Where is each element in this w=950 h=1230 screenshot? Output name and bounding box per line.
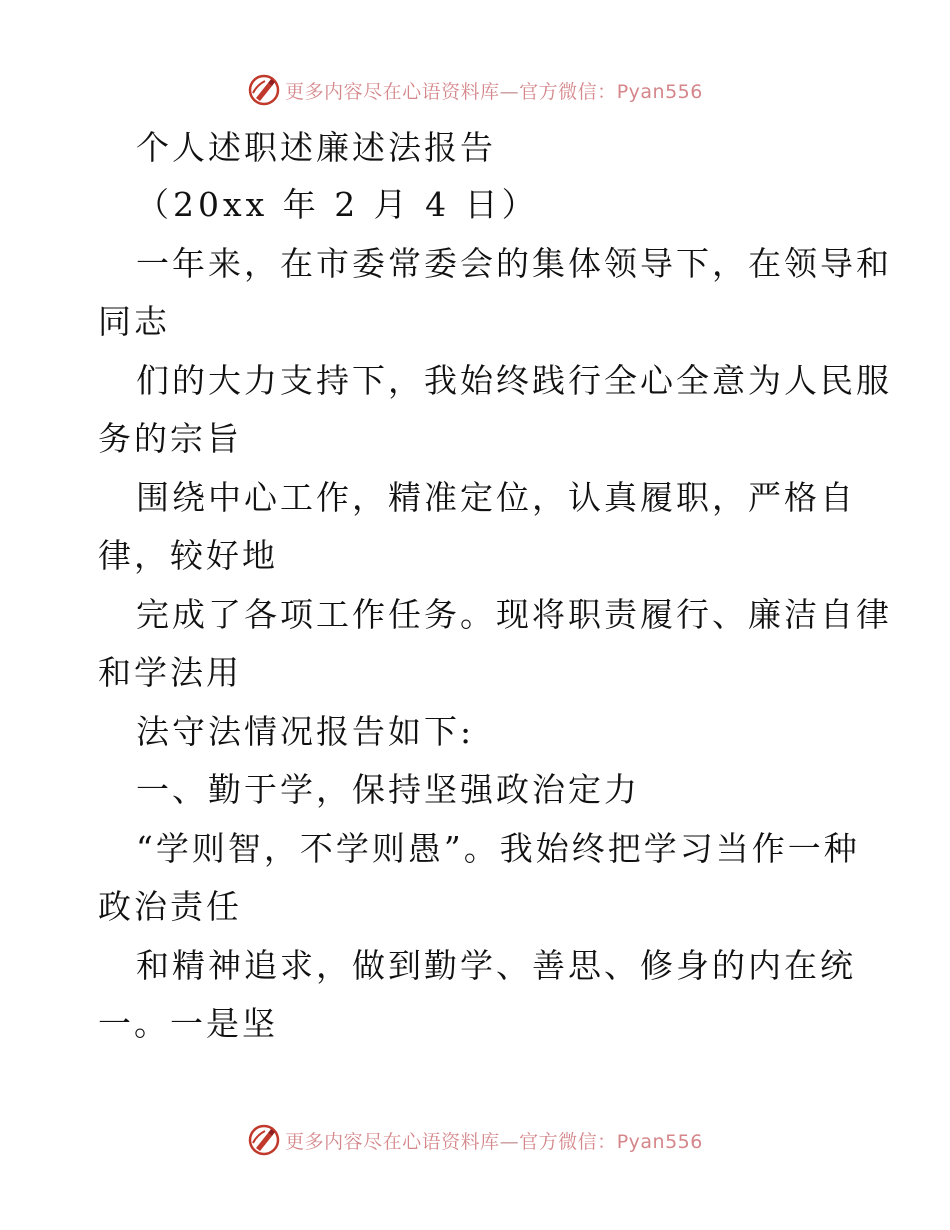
watermark-wechat-id: Pyan556 <box>616 1130 703 1153</box>
pen-logo-icon <box>247 73 281 107</box>
watermark-text <box>285 77 703 104</box>
watermark-prefix: 更多内容尽在心语资料库 <box>285 80 500 103</box>
section-heading: 一、勤于学，保持坚强政治定力 <box>136 770 640 809</box>
watermark-dash: — <box>499 1130 520 1153</box>
header-watermark <box>0 70 950 110</box>
paragraph-line: 律，较好地 <box>98 536 278 575</box>
watermark-prefix: 更多内容尽在心语资料库 <box>285 1130 500 1153</box>
paragraph-line: 同志 <box>98 302 170 341</box>
watermark-text <box>285 1127 703 1154</box>
paragraph-line: 一年来，在市委常委会的集体领导下，在领导和 <box>136 244 892 283</box>
watermark-suffix: 官方微信： <box>519 1130 617 1153</box>
paragraph-line: “学则智，不学则愚”。我始终把学习当作一种 <box>136 829 860 868</box>
pen-logo-icon <box>247 1123 281 1157</box>
watermark-suffix: 官方微信： <box>519 80 617 103</box>
paragraph-line: 务的宗旨 <box>98 419 242 458</box>
paragraph-line: 一。一是坚 <box>98 1004 278 1043</box>
document-title: 个人述职述廉述法报告 <box>136 128 496 167</box>
document-date: （20xx 年 2 月 4 日） <box>136 185 539 224</box>
paragraph-line: 和学法用 <box>98 653 242 692</box>
paragraph-line: 们的大力支持下，我始终践行全心全意为人民服 <box>136 361 892 400</box>
paragraph-line: 和精神追求，做到勤学、善思、修身的内在统 <box>136 946 856 985</box>
footer-watermark <box>0 1120 950 1160</box>
paragraph-line: 围绕中心工作，精准定位，认真履职，严格自 <box>136 478 856 517</box>
watermark-dash: — <box>499 80 520 103</box>
paragraph-line: 完成了各项工作任务。现将职责履行、廉洁自律 <box>136 595 892 634</box>
paragraph-line: 法守法情况报告如下: <box>136 712 475 751</box>
paragraph-line: 政治责任 <box>98 887 242 926</box>
watermark-wechat-id: Pyan556 <box>616 80 703 103</box>
